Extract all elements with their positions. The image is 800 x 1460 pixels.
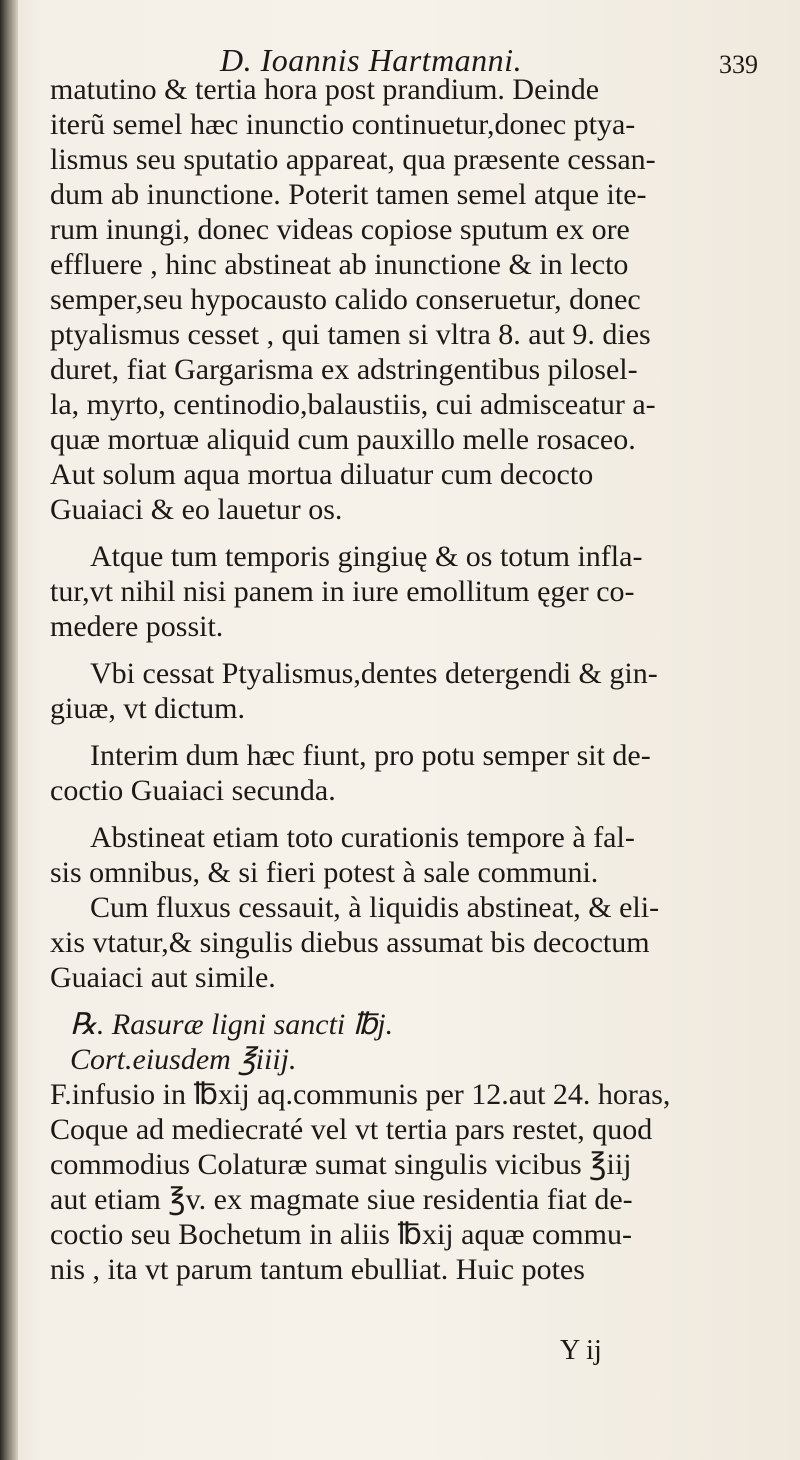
text-line: tur,vt nihil nisi panem in iure emollitum ęger co- — [50, 575, 635, 608]
page-number: 339 — [719, 50, 758, 79]
text-line: aut etiam ℥v. ex magmate siue residentia fiat de- — [50, 1183, 633, 1216]
text-line: semper,seu hypocausto calido conseruetur, donec — [50, 283, 641, 316]
text-line: Abstineat etiam toto curationis tempore à fal- — [90, 821, 635, 854]
text-line: effluere , hinc abstineat ab inunctione & in lecto — [50, 248, 629, 281]
text-line: coctio seu Bochetum in aliis ℔xij aquæ commu- — [50, 1218, 632, 1251]
text-line: Guaiaci aut simile. — [50, 961, 276, 994]
paragraph — [50, 738, 770, 808]
running-head: D. Ioannis Hartmanni. — [220, 42, 523, 78]
text-line: Interim dum hæc fiunt, pro potu semper sit de- — [90, 739, 651, 772]
text-line: sis omnibus, & si fieri potest à sale communi. — [50, 856, 599, 889]
paragraph — [50, 72, 770, 527]
text-line: medere possit. — [50, 610, 224, 643]
text-line: F.infusio in ℔xij aq.communis per 12.aut 24. horas, — [50, 1078, 671, 1111]
text-line: la, myrto, centinodio,balaustiis, cui admisceatur a- — [50, 388, 656, 421]
paragraph — [50, 539, 770, 644]
recipe-sub: Cort.eiusdem ℥iiij. — [70, 1043, 297, 1076]
body-text — [50, 72, 770, 1287]
text-line: Atque tum temporis gingiuę & os totum infla- — [90, 540, 643, 573]
text-line: Guaiaci & eo lauetur os. — [50, 493, 343, 526]
text-line: duret, fiat Gargarisma ex adstringentibus pilosel- — [50, 353, 638, 386]
text-line: Vbi cessat Ptyalismus,dentes detergendi & gin- — [90, 657, 658, 690]
text-line: dum ab inunctione. Poterit tamen semel atque ite- — [50, 178, 647, 211]
text-line: iterũ semel hæc inunctio continuetur,donec ptya- — [50, 108, 636, 141]
text-line: commodius Colaturæ sumat singulis vicibus ℥iij — [50, 1148, 632, 1181]
text-line: Cum fluxus cessauit, à liquidis abstineat, & eli- — [90, 891, 660, 924]
text-line: coctio Guaiaci secunda. — [50, 774, 336, 807]
text-line: xis vtatur,& singulis diebus assumat bis decoctum — [50, 926, 650, 959]
text-line: lismus seu sputatio appareat, qua præsente cessan- — [50, 143, 656, 176]
paragraph — [50, 820, 770, 995]
text-line: rum inungi, donec videas copiose sputum ex ore — [50, 213, 630, 246]
text-line: Aut solum aqua mortua diluatur cum decocto — [50, 458, 594, 491]
text-line: matutino & tertia hora post prandium. Deinde — [50, 73, 600, 106]
text-line: ptyalismus cesset , qui tamen si vltra 8. aut 9. dies — [50, 318, 651, 351]
text-line: giuæ, vt dictum. — [50, 692, 245, 725]
text-line: quæ mortuæ aliquid cum pauxillo melle rosaceo. — [50, 423, 636, 456]
text-line: Coque ad mediecraté vel vt tertia pars restet, quod — [50, 1113, 653, 1146]
recipe — [50, 1007, 770, 1287]
catchword: Y ij — [560, 1335, 602, 1366]
paragraph — [50, 656, 770, 726]
text-line: nis , ita vt parum tantum ebulliat. Huic potes — [50, 1253, 585, 1286]
page-gutter-shadow — [0, 0, 18, 1460]
recipe-title: ℞. Rasuræ ligni sancti ℔j. — [70, 1008, 394, 1041]
